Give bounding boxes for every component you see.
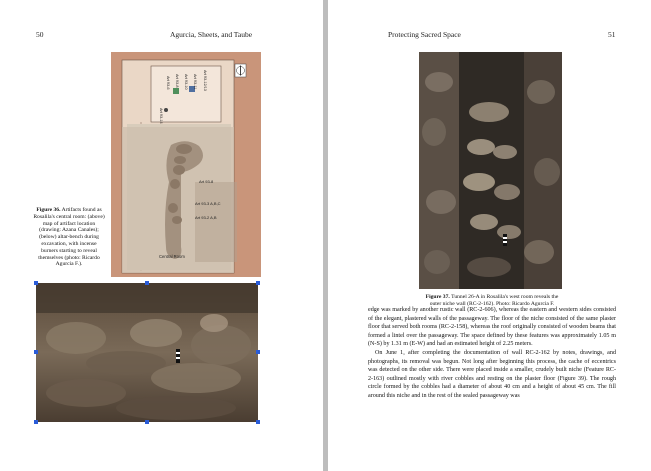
body-paragraph-2: On June 1, after completing the documentation of wall RC-2-162 by notes, drawings, and photographs, its removal was begun. Not long after beginning this process, the cache of eccentrics was detected on the other side. There were placed inside a smaller, crudely built niche (Feature RC-2-163) outlined mostly with river cobbles and resting on the plaster floor (Figure 39). The rough circle formed by the cobbles had a diameter of about 40 cm and a height of about 45 cm. The fill around this niche and in the rest of the sealed passageway was [368,349,616,399]
left-page [0,0,323,471]
figure-36-caption [33,207,105,268]
figure-36-map [111,52,261,277]
map-label-art-93-14: Art 93-14 [159,108,163,124]
figure-37-caption-text: Tunnel 26-A in Rosalila's west room reveals the outer niche wall (RC-2-162). Photo: Ricardo Agurcia F. [429,294,559,307]
map-label-art-93-10: Art 93-10 [184,74,188,90]
left-running-head: Agurcia, Sheets, and Taube [170,30,253,39]
map-label-art-93-11: Art 93-11 [193,74,197,90]
figure-37-caption-label: Figure 37. [425,294,450,300]
selection-handle-bottom-right[interactable] [256,420,260,424]
figure-37-photo [419,52,562,289]
selection-handle-bottom-mid[interactable] [145,420,149,424]
map-label-art-93-6: Art 93-6 [166,76,170,90]
body-paragraph-1: edge was marked by another rustic wall (RC-2-606), whereas the eastern and western sides consisted of the elegant, plastered walls of the passageway. The floor of the niche consisted of the same plaster floor that served both rooms (RC-2-158), whereas the roof originally consisted of wooden beams that formed a lintel over the passageway. The space defined by these features was approximately 1.05 m (N-S) by 1.31 m (E-W) and had an estimated height of 2.25 meters. [368,307,616,348]
selection-handle-top-mid[interactable] [145,281,149,285]
map-label-art-93-8: Art 93-8 [175,74,179,88]
selection-handle-mid-right[interactable] [256,350,260,354]
figure-36-photo [36,283,258,422]
selection-handle-top-left[interactable] [34,281,38,285]
selection-handle-mid-left[interactable] [34,350,38,354]
selection-handle-top-right[interactable] [256,281,260,285]
figure-36-caption-label: Figure 36. [36,207,61,213]
map-label-art-93-8b: Art 93-8 [199,179,214,184]
right-page-number: 51 [608,30,616,39]
map-label-art-93-3: Art 93-3 A,B,C [195,201,221,206]
left-page-number: 50 [36,30,44,39]
map-label-art-93-2: Art 93-2 A,B [195,215,217,220]
selection-handle-bottom-left[interactable] [34,420,38,424]
map-label-central-room: Central Room [159,254,185,259]
figure-36-caption-text: Artifacts found as Rosalila's central room: (above) map of artifact location (drawing: Azana Canales); (below) altar-bench during excavation, with incense burners starting to reveal themselves (photo: Ricardo Agurcia F.). [33,207,105,268]
map-label-art-93-12: Art 93-12/13 [203,70,207,91]
right-running-head: Protecting Sacred Space [388,30,461,39]
body-text [368,306,616,401]
